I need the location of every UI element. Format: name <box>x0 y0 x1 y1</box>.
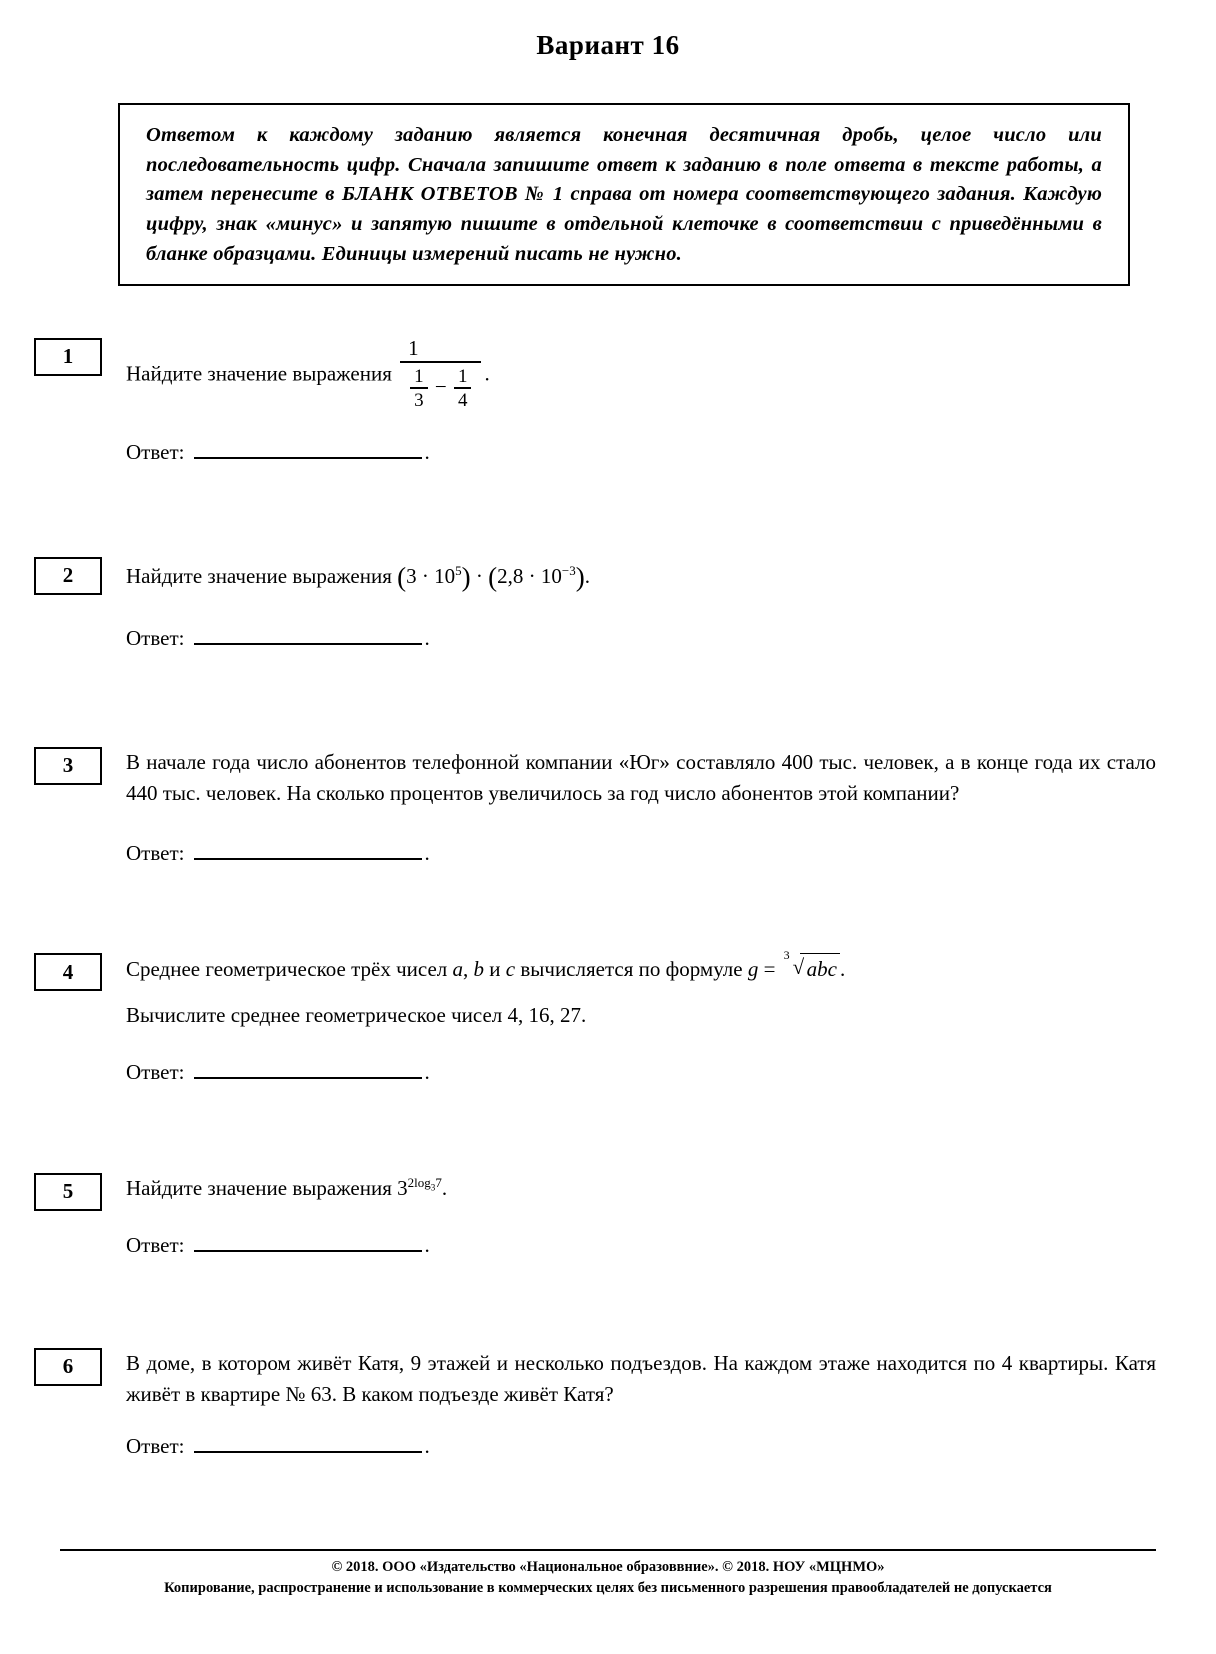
task-text: Найдите значение выражения <box>126 1175 392 1200</box>
task-statement <box>126 948 1156 986</box>
factor-b-base: 2,8 · 10 <box>497 563 562 588</box>
variable-c: c <box>505 957 516 982</box>
task-statement <box>126 335 1156 414</box>
answer-line: Ответ: . <box>126 1433 430 1458</box>
power-exponent <box>407 1174 442 1193</box>
task-item <box>60 557 1156 655</box>
instruction-text: Ответом к каждому заданию является конечная десятичная дробь, целое число или последовательность цифр. Сначала запишите ответ к заданию в поле ответа в тексте работы, а затем перенесите в БЛАНК ОТВЕТОВ № 1 справа от номера соответствующего задания. Каждую цифру, знак «минус» и запятую пишите в отдельной клеточке в соответствии с приведёнными в бланке образцами. Единицы измерений писать не нужно. <box>146 124 1102 265</box>
task-item <box>60 747 1156 870</box>
radicand: abc <box>800 953 840 986</box>
answer-label: Ответ: <box>126 626 185 651</box>
exponent-left: 2log <box>407 1174 431 1190</box>
task-body <box>126 335 1156 469</box>
task-text-part2: вычисляется по формуле <box>520 957 743 982</box>
answer-blank[interactable] <box>194 438 422 459</box>
answer-blank[interactable] <box>194 839 422 860</box>
task-formula <box>397 561 590 592</box>
task-statement <box>126 1173 1156 1205</box>
radical-glyph: √ <box>792 955 805 980</box>
factor-a-base: 3 · 10 <box>406 563 456 588</box>
task-number-box: 2 <box>34 557 102 595</box>
answer-blank[interactable] <box>194 624 422 645</box>
usage-notice-line: Копирование, распространение и использование в коммерческих целях без письменного разрешения правообладателей не допускается <box>164 1580 1052 1597</box>
task-formula <box>400 336 481 412</box>
formula-period: . <box>441 1175 448 1200</box>
cube-root <box>783 948 840 986</box>
formula-period: . <box>584 563 590 588</box>
formula-period: . <box>840 957 846 982</box>
task-formula <box>747 948 846 982</box>
answer-label: Ответ: <box>126 1233 185 1258</box>
answer-blank[interactable] <box>194 1231 422 1252</box>
inner-fraction-left <box>410 366 428 412</box>
task-body <box>126 747 1156 870</box>
power-base: 3 <box>397 1175 408 1200</box>
copyright-line: © 2018. ООО «Издательство «Национальное образоввние». © 2018. НОУ «МЦНМО» <box>331 1558 885 1575</box>
inner-right-denominator: 4 <box>454 387 472 411</box>
task-body <box>126 1348 1156 1463</box>
formula-period: . <box>484 361 490 386</box>
page-footer <box>60 1549 1156 1601</box>
multiplication-dot: · <box>475 563 483 588</box>
instruction-box <box>118 103 1130 286</box>
task-item <box>60 335 1156 469</box>
task-text: Найдите значение выражения <box>126 361 392 386</box>
task-number-box: 1 <box>34 338 102 376</box>
exponent-argument: 7 <box>435 1174 442 1190</box>
task-item <box>60 948 1156 1089</box>
inner-fraction-right <box>454 366 472 412</box>
minus-sign: − <box>434 374 447 399</box>
task-statement <box>126 557 1156 598</box>
close-paren: ) <box>461 561 471 592</box>
open-paren: ( <box>488 561 498 592</box>
root-index: 3 <box>783 948 790 963</box>
formula-numerator: 1 <box>408 335 419 360</box>
inner-left-denominator: 3 <box>410 387 428 411</box>
task-body <box>126 557 1156 655</box>
task-item <box>60 1348 1156 1463</box>
separator-comma: , <box>463 957 469 982</box>
answer-label: Ответ: <box>126 840 185 865</box>
task-statement: В начале года число абонентов телефонной компании «Юг» составляло 400 тыс. человек, а в конце года их стало 440 тыс. человек. На сколько процентов увеличилось за год число абонентов этой компании? <box>126 749 1156 806</box>
answer-line: Ответ: . <box>126 1060 430 1085</box>
page-title: Вариант 16 <box>536 30 680 60</box>
task-body <box>126 948 1156 1089</box>
answer-line: Ответ: . <box>126 440 430 465</box>
answer-blank[interactable] <box>194 1432 422 1453</box>
task-number-box: 4 <box>34 953 102 991</box>
separator-and: и <box>489 957 501 982</box>
answer-line: Ответ: . <box>126 1233 430 1258</box>
variable-a: a <box>452 957 464 982</box>
task-number-box: 6 <box>34 1348 102 1386</box>
answer-blank[interactable] <box>194 1058 422 1079</box>
formula-lhs: g <box>747 957 759 982</box>
task-text-part1: Среднее геометрическое трёх чисел <box>126 957 448 982</box>
factor-a-exponent: 5 <box>455 562 462 578</box>
task-statement: В доме, в котором живёт Катя, 9 этажей и несколько подъездов. На каждом этаже находится по 4 квартиры. Катя живёт в квартире № 63. В каком подъезде живёт Катя? <box>126 1350 1156 1407</box>
answer-label: Ответ: <box>126 440 185 465</box>
task-body <box>126 1173 1156 1262</box>
variable-b: b <box>473 957 485 982</box>
task-number-box: 5 <box>34 1173 102 1211</box>
close-paren: ) <box>575 561 585 592</box>
open-paren: ( <box>397 561 407 592</box>
task-list <box>60 335 1156 1463</box>
inner-left-numerator: 1 <box>414 365 424 387</box>
task-text: Найдите значение выражения <box>126 563 392 588</box>
task-statement-line2: Вычислите среднее геометрическое чисел 4, 16, 27. <box>126 1002 587 1027</box>
log-base-subscript: 3 <box>430 1182 436 1193</box>
task-formula <box>397 1176 447 1200</box>
formula-equals: = <box>763 957 776 982</box>
footer-divider <box>60 1549 1156 1551</box>
task-item <box>60 1173 1156 1262</box>
inner-right-numerator: 1 <box>457 365 468 387</box>
answer-label: Ответ: <box>126 1060 185 1085</box>
answer-line: Ответ: . <box>126 626 430 651</box>
task-number-box: 3 <box>34 747 102 785</box>
answer-label: Ответ: <box>126 1433 185 1458</box>
factor-b-exponent: −3 <box>561 562 576 578</box>
answer-line: Ответ: . <box>126 840 430 865</box>
formula-denominator <box>400 361 481 412</box>
